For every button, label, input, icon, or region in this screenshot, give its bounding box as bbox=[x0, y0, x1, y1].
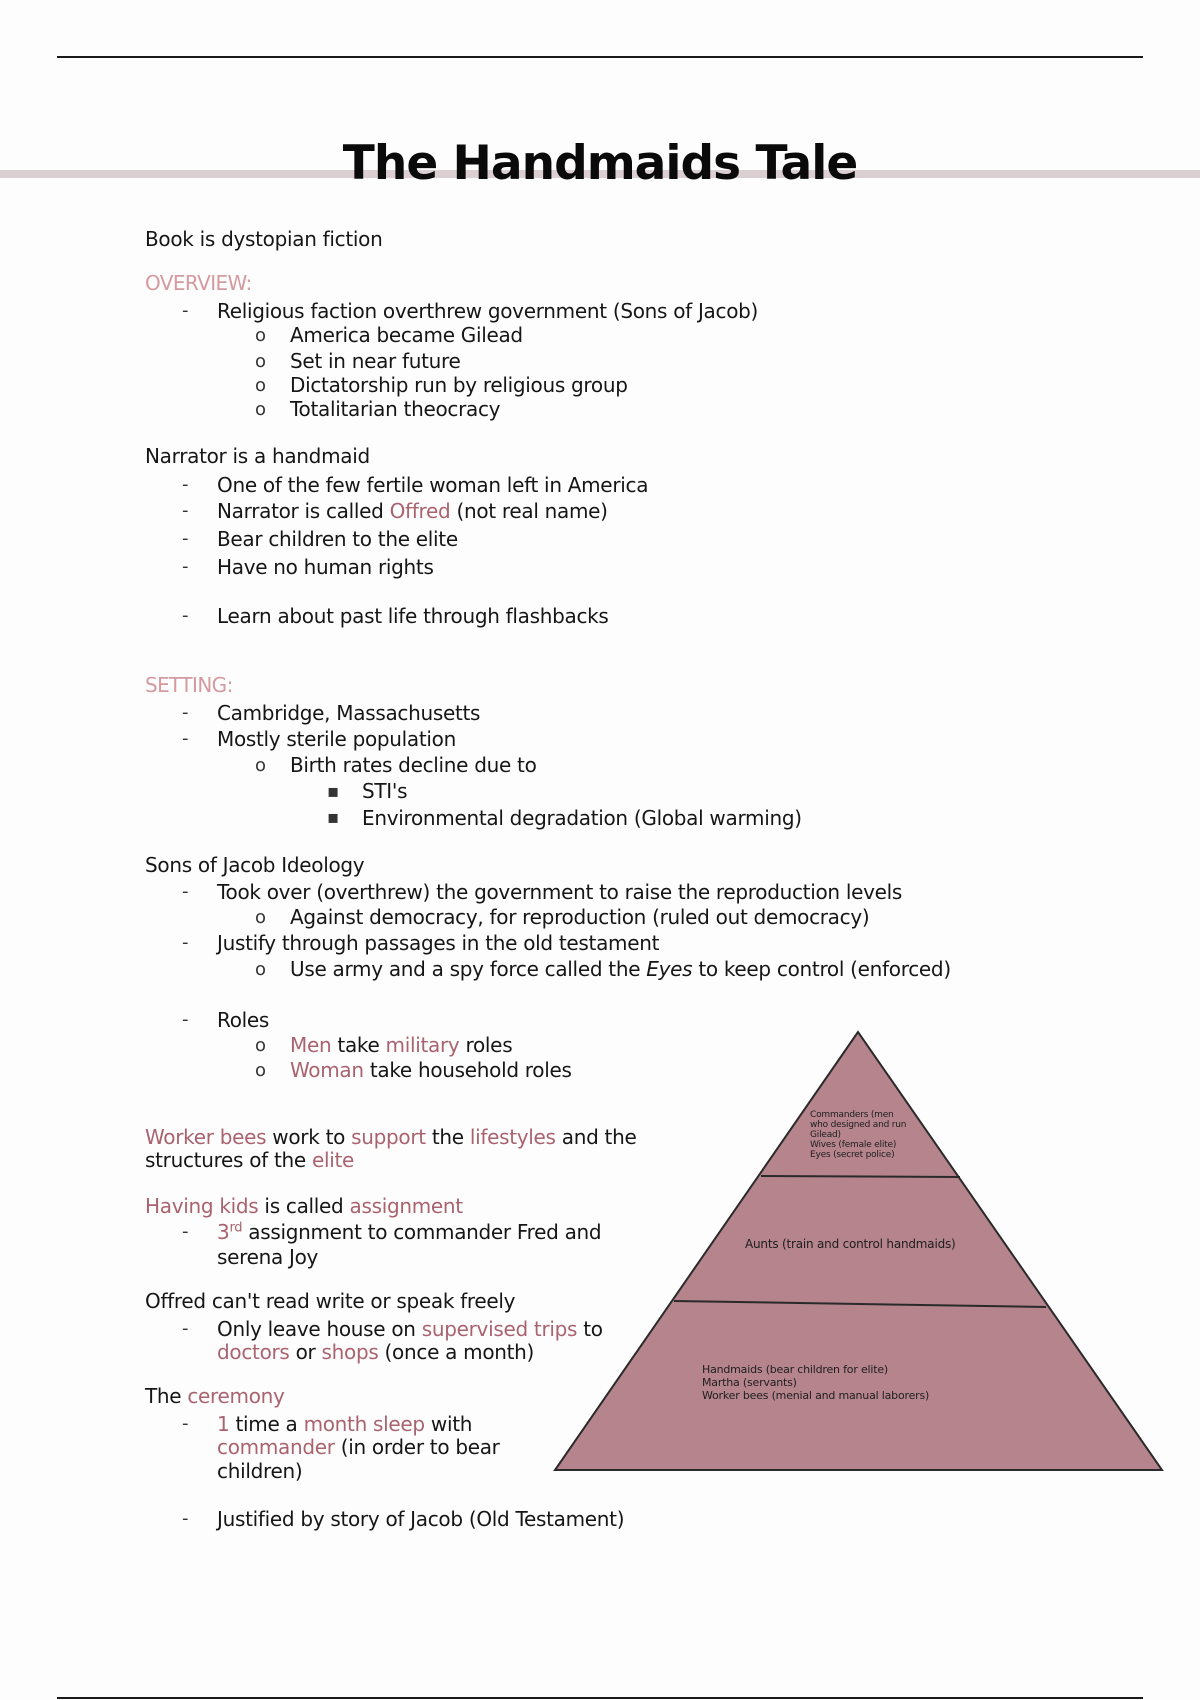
military-term: military bbox=[385, 1033, 460, 1057]
ideology-item: Justify through passages in the old testament bbox=[217, 931, 660, 955]
pyramid-bottom-tier bbox=[702, 1363, 929, 1402]
kids-text: assignment to commander Fred and bbox=[242, 1220, 602, 1244]
pyramid-top-label: Wives (female elite) bbox=[810, 1140, 897, 1150]
circle-marker: o bbox=[255, 959, 267, 980]
offred-text: (once a month) bbox=[378, 1340, 535, 1364]
month-sleep-term: month sleep bbox=[303, 1412, 425, 1436]
circle-marker: o bbox=[255, 755, 267, 776]
pyramid-top-label: Commanders (men bbox=[810, 1110, 894, 1120]
assignment-term: assignment bbox=[349, 1194, 463, 1218]
dash-marker: - bbox=[182, 500, 189, 521]
square-marker: ▪ bbox=[327, 807, 340, 828]
commander-term: commander bbox=[217, 1435, 335, 1459]
worker-text: structures of the bbox=[145, 1148, 312, 1172]
role-text: take bbox=[331, 1033, 386, 1057]
overview-sub: Totalitarian theocracy bbox=[290, 397, 501, 421]
pyramid-bottom-label: Handmaids (bear children for elite) bbox=[702, 1363, 888, 1376]
ceremony-item-line3: children) bbox=[217, 1459, 303, 1483]
pyramid-top-label: who designed and run bbox=[810, 1120, 907, 1130]
square-marker: ▪ bbox=[327, 781, 340, 802]
support-term: support bbox=[351, 1125, 426, 1149]
men-term: Men bbox=[290, 1033, 332, 1057]
dash-marker: - bbox=[182, 1318, 189, 1339]
narrator-item: One of the few fertile woman left in America bbox=[217, 473, 649, 497]
ceremony-text: (in order to bear bbox=[334, 1435, 500, 1459]
narrator-text: Narrator is called bbox=[217, 499, 390, 523]
circle-marker: o bbox=[255, 1060, 267, 1081]
dash-marker: - bbox=[182, 1221, 189, 1242]
bottom-rule bbox=[57, 1697, 1143, 1699]
narrator-heading: Narrator is a handmaid bbox=[145, 444, 370, 468]
dash-marker: - bbox=[182, 702, 189, 723]
woman-term: Woman bbox=[290, 1058, 364, 1082]
setting-bullet: STI's bbox=[362, 779, 408, 803]
worker-text: work to bbox=[266, 1125, 352, 1149]
dash-marker: - bbox=[182, 932, 189, 953]
overview-sub: Dictatorship run by religious group bbox=[290, 373, 628, 397]
worker-bees-term: Worker bees bbox=[145, 1125, 267, 1149]
ideology-heading: Sons of Jacob Ideology bbox=[145, 853, 365, 877]
pyramid-bottom-label: Martha (servants) bbox=[702, 1376, 797, 1389]
dash-marker: - bbox=[182, 881, 189, 902]
ideology-item: Took over (overthrew) the government to raise the reproduction levels bbox=[217, 880, 903, 904]
dash-marker: - bbox=[182, 1413, 189, 1434]
pyramid-shape bbox=[555, 1032, 1162, 1470]
roles-item: Roles bbox=[217, 1008, 270, 1032]
narrator-item: Have no human rights bbox=[217, 555, 434, 579]
setting-sub: Birth rates decline due to bbox=[290, 753, 537, 777]
ceremony-term: ceremony bbox=[187, 1384, 285, 1408]
dash-marker: - bbox=[182, 556, 189, 577]
kids-text: is called bbox=[258, 1194, 350, 1218]
one-term: 1 bbox=[217, 1412, 230, 1436]
narrator-item: Bear children to the elite bbox=[217, 527, 458, 551]
pyramid-top-label: Eyes (secret police) bbox=[810, 1150, 895, 1160]
third-sup: rd bbox=[229, 1220, 243, 1236]
offred-text: Only leave house on bbox=[217, 1317, 422, 1341]
kids-item-line2: serena Joy bbox=[217, 1245, 319, 1269]
offred-heading: Offred can't read write or speak freely bbox=[145, 1289, 516, 1313]
dash-marker: - bbox=[182, 1508, 189, 1529]
setting-heading: SETTING: bbox=[145, 673, 233, 697]
pyramid-top-label: Gilead) bbox=[810, 1130, 841, 1140]
circle-marker: o bbox=[255, 907, 267, 928]
setting-item: Mostly sterile population bbox=[217, 727, 456, 751]
ideology-text: Use army and a spy force called the bbox=[290, 957, 647, 981]
third-term: 3 bbox=[217, 1220, 230, 1244]
lifestyles-term: lifestyles bbox=[469, 1125, 556, 1149]
offred-text: or bbox=[289, 1340, 322, 1364]
ceremony-item: Justified by story of Jacob (Old Testament) bbox=[217, 1507, 625, 1531]
circle-marker: o bbox=[255, 399, 267, 420]
overview-heading: OVERVIEW: bbox=[145, 271, 252, 295]
pyramid-divider-top bbox=[761, 1176, 960, 1177]
circle-marker: o bbox=[255, 1035, 267, 1056]
ideology-sub: Against democracy, for reproduction (ruled out democracy) bbox=[290, 905, 870, 929]
pyramid-bottom-label: Worker bees (menial and manual laborers) bbox=[702, 1389, 930, 1402]
intro-text: Book is dystopian fiction bbox=[145, 227, 383, 251]
offred-name: Offred bbox=[389, 499, 451, 523]
doctors-term: doctors bbox=[217, 1340, 290, 1364]
overview-item: Religious faction overthrew government (Sons of Jacob) bbox=[217, 299, 759, 323]
eyes-term: Eyes bbox=[646, 957, 693, 981]
page-title: The Handmaids Tale bbox=[342, 136, 858, 191]
ceremony-text: time a bbox=[229, 1412, 304, 1436]
ceremony-text: The bbox=[145, 1384, 188, 1408]
dash-marker: - bbox=[182, 605, 189, 626]
offred-text: to bbox=[577, 1317, 603, 1341]
ideology-text: to keep control (enforced) bbox=[692, 957, 951, 981]
circle-marker: o bbox=[255, 375, 267, 396]
dash-marker: - bbox=[182, 474, 189, 495]
having-kids-term: Having kids bbox=[145, 1194, 259, 1218]
worker-text: the bbox=[425, 1125, 470, 1149]
circle-marker: o bbox=[255, 325, 267, 346]
ceremony-text: with bbox=[424, 1412, 473, 1436]
setting-bullet: Environmental degradation (Global warming) bbox=[362, 806, 802, 830]
role-text: roles bbox=[459, 1033, 513, 1057]
narrator-text: (not real name) bbox=[450, 499, 608, 523]
supervised-trips-term: supervised trips bbox=[421, 1317, 578, 1341]
dash-marker: - bbox=[182, 1009, 189, 1030]
circle-marker: o bbox=[255, 351, 267, 372]
elite-term: elite bbox=[311, 1148, 355, 1172]
shops-term: shops bbox=[321, 1340, 379, 1364]
role-text: take household roles bbox=[363, 1058, 572, 1082]
dash-marker: - bbox=[182, 528, 189, 549]
overview-sub: Set in near future bbox=[290, 349, 461, 373]
setting-item: Cambridge, Massachusetts bbox=[217, 701, 481, 725]
dash-marker: - bbox=[182, 300, 189, 321]
pyramid-top-tier bbox=[810, 1110, 906, 1160]
dash-marker: - bbox=[182, 728, 189, 749]
overview-sub: America became Gilead bbox=[290, 323, 523, 347]
narrator-item: Learn about past life through flashbacks bbox=[217, 604, 609, 628]
pyramid-middle-label: Aunts (train and control handmaids) bbox=[745, 1237, 956, 1251]
worker-text: and the bbox=[555, 1125, 637, 1149]
